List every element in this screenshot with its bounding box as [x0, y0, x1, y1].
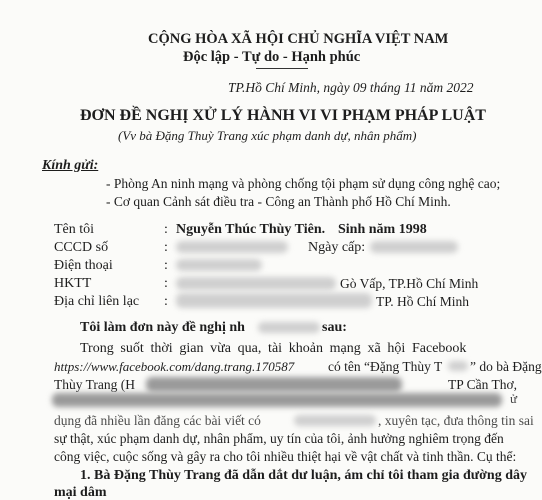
paragraph-line: ” do bà Đặng [470, 359, 542, 374]
paragraph-line: Thùy Trang (H [54, 377, 136, 392]
redacted-id [176, 241, 288, 253]
name-label: Tên tôi [54, 222, 95, 237]
redacted-issue-date [370, 241, 458, 253]
birth-year: Sinh năm 1998 [338, 222, 427, 237]
hktt-colon: : [164, 276, 168, 291]
paragraph-line: dụng đã nhiều lần đăng các bài viết có [54, 413, 261, 428]
paragraph-line: có tên “Đặng Thùy T [328, 359, 443, 374]
name-colon: : [164, 222, 168, 237]
phone-colon: : [164, 258, 168, 273]
redacted-hktt [176, 277, 336, 290]
paragraph-line: công việc, cuộc sống và gây ra cho tôi nhiều thiệt hại về vật chất và tinh thần. Cụ thể: [54, 449, 517, 464]
hktt-label: HKTT [54, 276, 92, 291]
recipient-item: - Phòng An ninh mạng và phòng chống tội phạm sử dụng công nghệ cao; [106, 176, 501, 191]
redacted-line [52, 393, 502, 407]
request-lead: Tôi làm đơn này đề nghị nh [80, 320, 245, 335]
paragraph-line: Trong suốt thời gian vừa qua, tài khoản mạng xã hội Facebook [80, 341, 467, 356]
name-value: Nguyễn Thúc Thùy Tiên. [176, 222, 326, 237]
paragraph-line: , xuyên tạc, đưa thông tin sai [378, 413, 534, 428]
contact-label: Địa chỉ liên lạc [54, 294, 140, 309]
contact-colon: : [164, 294, 168, 309]
redacted-address-line [146, 377, 402, 392]
facebook-url: https://www.facebook.com/dang.trang.170587 [54, 359, 295, 374]
redacted-account-name [448, 361, 468, 371]
redacted-contact-address [176, 293, 372, 308]
recipient-item: - Cơ quan Cảnh sát điều tra - Công an Thành phố Hồ Chí Minh. [106, 194, 451, 209]
issue-label: Ngày cấp: [308, 240, 366, 255]
contact-tail: TP. Hồ Chí Minh [376, 294, 470, 309]
hktt-tail: Gò Vấp, TP.Hồ Chí Minh [340, 276, 479, 291]
redacted-phone [176, 259, 262, 271]
paragraph-line: TP Cần Thơ, [448, 377, 518, 392]
line-end-mark: ử [510, 391, 518, 406]
redacted-lead [258, 322, 320, 333]
paragraph-line: sự thật, xúc phạm danh dự, nhân phẩm, uy tín của tôi, ảnh hưởng nghiêm trọng đến [54, 431, 504, 446]
id-label: CCCD số [54, 240, 109, 255]
item-1-line: mại dâm [54, 485, 107, 500]
motto-underline [256, 68, 308, 69]
request-lead-tail: sau: [322, 320, 347, 335]
redacted-phrase [294, 415, 376, 426]
document-title: ĐƠN ĐỀ NGHỊ XỬ LÝ HÀNH VI VI PHẠM PHÁP LUẬT [80, 107, 486, 124]
country-heading: CỘNG HÒA XÃ HỘI CHỦ NGHĨA VIỆT NAM [148, 31, 449, 47]
place-date: TP.Hồ Chí Minh, ngày 09 tháng 11 năm 2022 [228, 80, 474, 95]
motto [183, 50, 360, 65]
motto-text: Độc lập - Tự do - Hạnh phúc [183, 49, 361, 65]
recipients-label: Kính gửi: [42, 158, 99, 173]
document-subtitle: (Vv bà Đặng Thuỳ Trang xúc phạm danh dự, nhân phẩm) [118, 128, 417, 143]
id-colon: : [164, 240, 168, 255]
phone-label: Điện thoại [54, 258, 113, 273]
item-1-line: 1. Bà Đặng Thùy Trang đã dẫn dắt dư luận, ám chỉ tôi tham gia đường dây [80, 468, 528, 483]
